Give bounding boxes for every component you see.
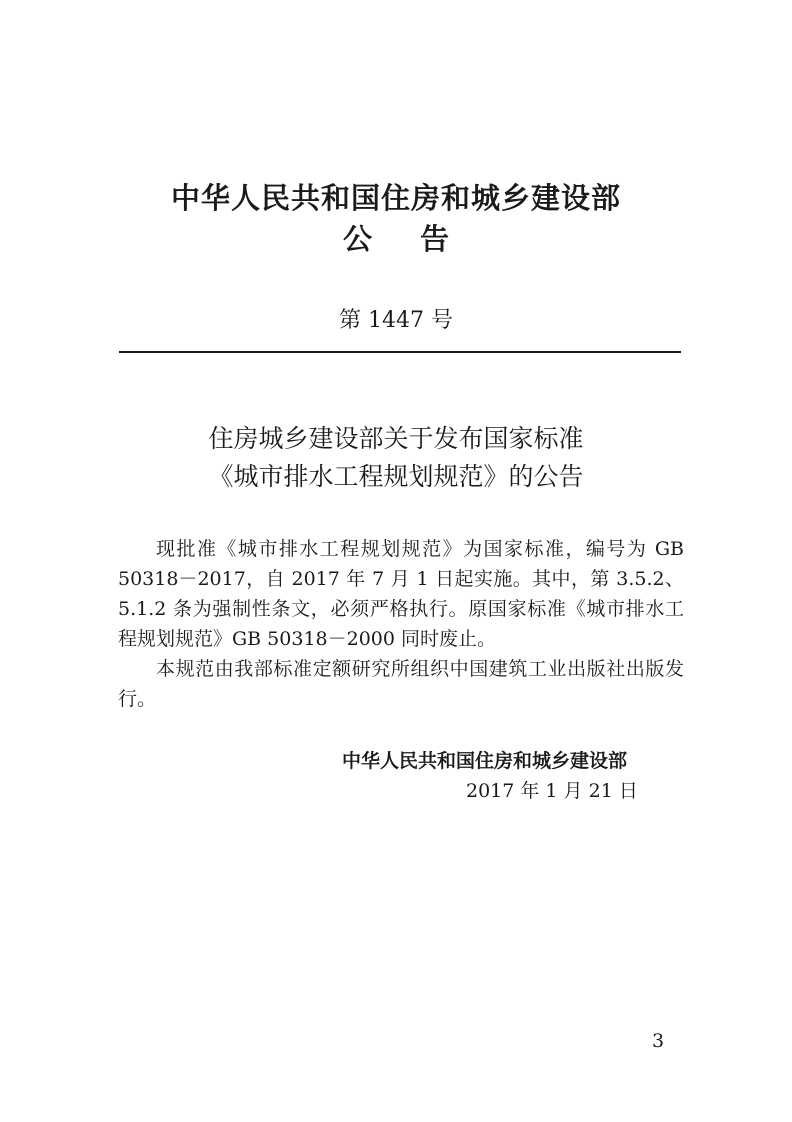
issuer-title: 中华人民共和国住房和城乡建设部	[170, 181, 621, 215]
page-number: 3	[652, 1030, 665, 1052]
announcement-body	[118, 534, 684, 714]
issue-date: 2017 年 1 月 21 日	[466, 780, 638, 802]
announcement-subject	[0, 420, 792, 496]
body-paragraph-2: 本规范由我部标准定额研究所组织中国建筑工业出版社出版发行。	[118, 658, 684, 710]
body-paragraph-1: 现批准《城市排水工程规划规范》为国家标准，编号为 GB 50318－2017，自 2017 年 7 月 1 日起实施。其中，第 3.5.2、5.1.2 条为强制性条文，必须严格执行。原国家标准《城市排水工程规划规范》GB 50318－2000 同时废止。	[118, 538, 684, 650]
subject-line-2: 《城市排水工程规划规范》的公告	[208, 462, 584, 491]
notice-title: 公告	[342, 222, 497, 256]
header-divider	[119, 351, 681, 353]
issuer-signature: 中华人民共和国住房和城乡建设部	[342, 750, 628, 772]
subject-line-1: 住房城乡建设部关于发布国家标准	[208, 424, 584, 453]
document-number: 第 1447 号	[339, 308, 453, 333]
